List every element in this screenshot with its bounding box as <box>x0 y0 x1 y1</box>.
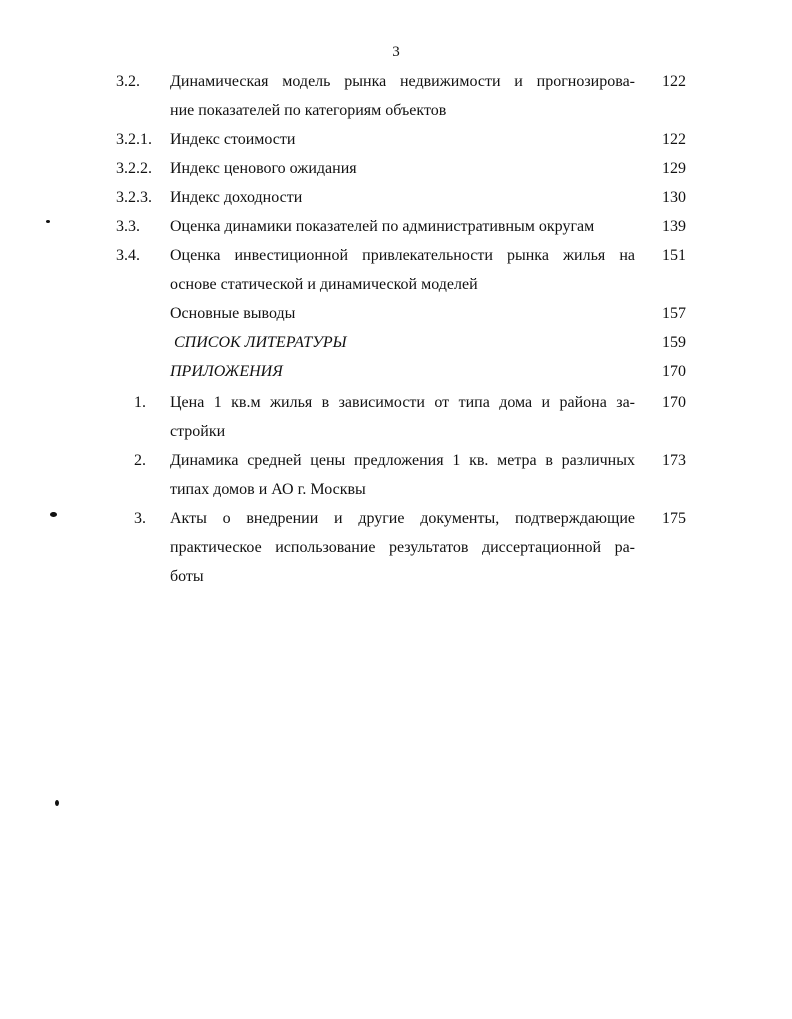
scan-speck <box>55 800 59 806</box>
toc-entry-number: 3.2. <box>116 73 140 90</box>
toc-entry-title-line: Оценка инвестиционной привлекательности рынка жилья на <box>170 247 635 264</box>
toc-entry-title-line: практическое использование результатов диссертационной ра- <box>170 539 635 556</box>
toc-entry-page: 122 <box>662 73 686 90</box>
toc-entry-page: 175 <box>662 510 686 527</box>
toc-entry-title-line: ПРИЛОЖЕНИЯ <box>170 363 283 380</box>
toc-entry-title-line: стройки <box>170 423 226 440</box>
toc-entry-page: 139 <box>662 218 686 235</box>
toc-entry-page: 157 <box>662 305 686 322</box>
toc-entry-number: 3.2.1. <box>116 131 152 148</box>
toc-entry-title-line: основе статической и динамической моделей <box>170 276 478 293</box>
toc-entry-page: 130 <box>662 189 686 206</box>
toc-entry-page: 170 <box>662 394 686 411</box>
scan-speck <box>46 220 50 223</box>
toc-entry-page: 173 <box>662 452 686 469</box>
toc-entry-title-line: Оценка динамики показателей по административным округам <box>170 218 595 235</box>
toc-entry-title-line: Акты о внедрении и другие документы, подтверждающие <box>170 510 635 527</box>
toc-entry-title-line: Цена 1 кв.м жилья в зависимости от типа дома и района за- <box>170 394 635 411</box>
scan-speck <box>50 512 57 517</box>
toc-entry-page: 159 <box>662 334 686 351</box>
toc-entry-number: 2. <box>134 452 146 469</box>
toc-entry-number: 1. <box>134 394 146 411</box>
page-number: 3 <box>392 44 400 60</box>
toc-entry-title-line: СПИСОК ЛИТЕРАТУРЫ <box>174 334 347 351</box>
toc-entry-number: 3.2.2. <box>116 160 152 177</box>
toc-entry-page: 129 <box>662 160 686 177</box>
toc-entry-page: 170 <box>662 363 686 380</box>
toc-entry-title-line: Индекс стоимости <box>170 131 296 148</box>
toc-entry-title-line: Динамика средней цены предложения 1 кв. метра в различных <box>170 452 635 469</box>
toc-entry-title-line: Индекс доходности <box>170 189 303 206</box>
toc-entry-title-line: Индекс ценового ожидания <box>170 160 357 177</box>
toc-entry-page: 151 <box>662 247 686 264</box>
toc-entry-title-line: боты <box>170 568 204 585</box>
toc-entry-number: 3. <box>134 510 146 527</box>
toc-entry-title-line: типах домов и АО г. Москвы <box>170 481 366 498</box>
toc-entry-number: 3.2.3. <box>116 189 152 206</box>
toc-entry-number: 3.3. <box>116 218 140 235</box>
toc-entry-title-line: Динамическая модель рынка недвижимости и прогнозирова- <box>170 73 635 90</box>
toc-entry-page: 122 <box>662 131 686 148</box>
toc-entry-title-line: ние показателей по категориям объектов <box>170 102 447 119</box>
toc-entry-title-line: Основные выводы <box>170 305 296 322</box>
toc-entry-number: 3.4. <box>116 247 140 264</box>
